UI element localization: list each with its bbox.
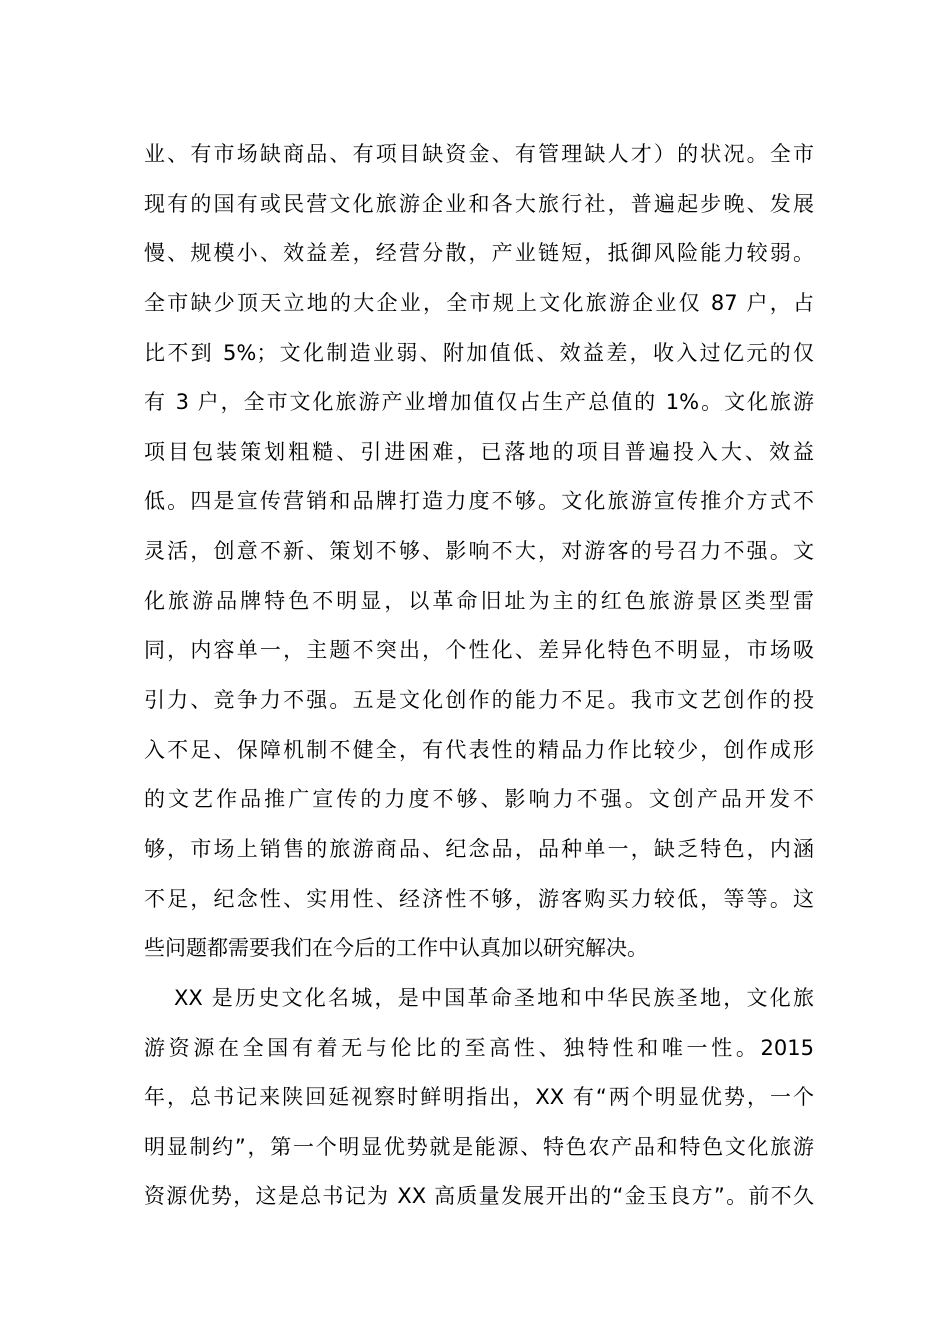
paragraph-line: 现有的国有或民营文化旅游企业和各大旅行社，普遍起步晚、发展	[144, 191, 814, 216]
paragraph-2	[144, 974, 814, 1222]
paragraph-line: 些问题都需要我们在今后的工作中认真加以研究解决。	[144, 936, 648, 961]
paragraph-line: 化旅游品牌特色不明显，以革命旧址为主的红色旅游景区类型雷	[144, 588, 814, 613]
paragraph-line: 明显制约”，第一个明显优势就是能源、特色农产品和特色文化旅游	[144, 1134, 814, 1159]
paragraph-line: 全市缺少顶天立地的大企业，全市规上文化旅游企业仅 87 户，占	[144, 290, 814, 315]
paragraph-line: 灵活，创意不新、策划不够、影响不大，对游客的号召力不强。文	[144, 539, 814, 564]
paragraph-line: 资源优势，这是总书记为 XX 高质量发展开出的“金玉良方”。前不久	[144, 1184, 814, 1209]
paragraph-line: 低。四是宣传营销和品牌打造力度不够。文化旅游宣传推介方式不	[144, 489, 814, 514]
paragraph-line: 慢、规模小、效益差，经营分散，产业链短，抵御风险能力较弱。	[144, 241, 814, 266]
paragraph-line: 入不足、保障机制不健全，有代表性的精品力作比较少，创作成形	[144, 737, 814, 762]
paragraph-1	[144, 130, 814, 974]
paragraph-line: 的文艺作品推广宣传的力度不够、影响力不强。文创产品开发不	[144, 787, 814, 812]
paragraph-line: 够，市场上销售的旅游商品、纪念品，品种单一，缺乏特色，内涵	[144, 836, 814, 861]
paragraph-line: 引力、竞争力不强。五是文化创作的能力不足。我市文艺创作的投	[144, 688, 814, 713]
paragraph-line: 不足，纪念性、实用性、经济性不够，游客购买力较低，等等。这	[144, 886, 814, 911]
paragraph-line: 年，总书记来陕回延视察时鲜明指出，XX 有“两个明显优势，一个	[144, 1085, 814, 1110]
paragraph-line: 业、有市场缺商品、有项目缺资金、有管理缺人才）的状况。全市	[144, 142, 814, 166]
paragraph-line: 同，内容单一，主题不突出，个性化、差异化特色不明显，市场吸	[144, 638, 814, 663]
document-body	[144, 130, 814, 1222]
paragraph-line: 有 3 户，全市文化旅游产业增加值仅占生产总值的 1%。文化旅游	[144, 390, 814, 415]
paragraph-line: 比不到 5%；文化制造业弱、附加值低、效益差，收入过亿元的仅	[144, 340, 814, 365]
paragraph-line: 游资源在全国有着无与伦比的至高性、独特性和唯一性。2015	[144, 1035, 814, 1060]
paragraph-line: XX 是历史文化名城，是中国革命圣地和中华民族圣地，文化旅	[174, 985, 814, 1010]
paragraph-line: 项目包装策划粗糙、引进困难，已落地的项目普遍投入大、效益	[144, 439, 814, 464]
